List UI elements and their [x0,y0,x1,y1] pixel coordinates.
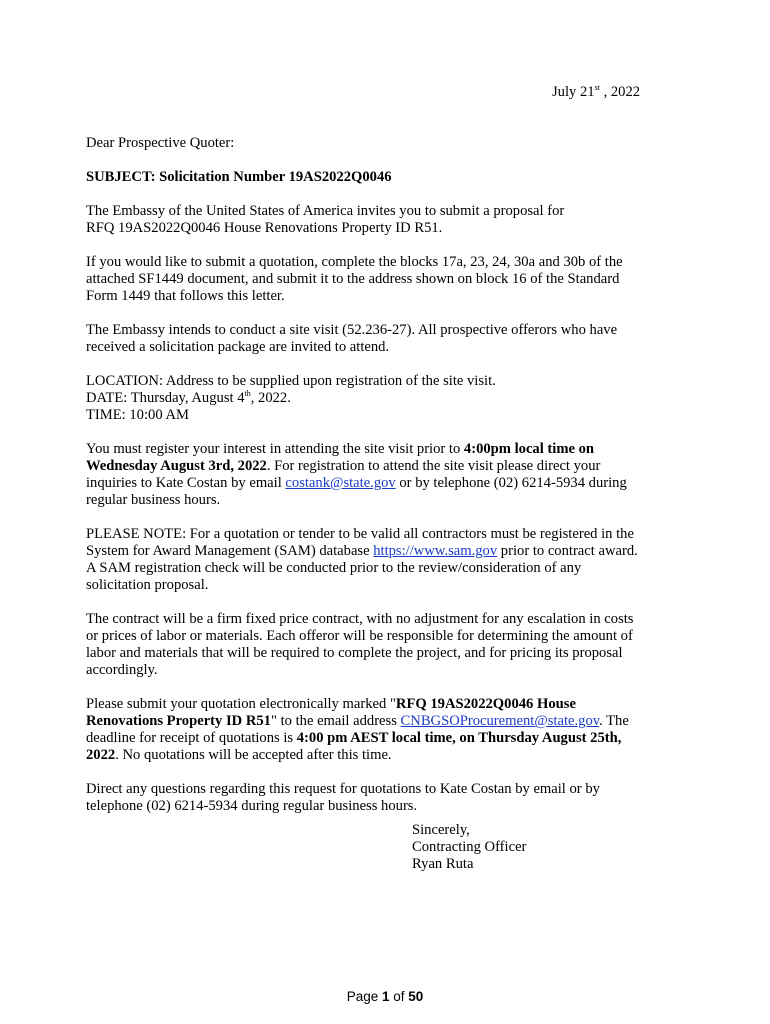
footer-page-word: Page [346,989,382,1004]
paragraph-submission-instructions [86,254,686,305]
paragraph-line [86,747,686,764]
paragraph-line: telephone (02) 6214-5934 during regular business hours. [86,798,418,814]
paragraph-line [86,713,686,730]
submission-text: Please submit your quotation electronically marked " [86,696,396,712]
letter-date [552,84,640,101]
letter-body [86,135,686,832]
paragraph-line: Form 1449 that follows this letter. [86,288,285,304]
paragraph-contract-terms [86,611,686,679]
sam-website-link[interactable]: https://www.sam.gov [373,543,498,559]
date-ordinal-suffix: st [594,83,600,92]
paragraph-line: accordingly. [86,662,158,678]
paragraph-line: If you would like to submit a quotation, complete the blocks 17a, 23, 24, 30a and 30b of the [86,254,623,270]
site-visit-details [86,373,686,424]
submission-text: deadline for receipt of quotations is [86,730,297,746]
paragraph-line: labor and materials that will be required to complete the project, and for pricing its proposal [86,645,623,661]
paragraph-line: RFQ 19AS2022Q0046 House Renovations Property ID R51. [86,220,443,236]
date-month-day: July 21 [552,84,595,100]
submission-text: . The [599,713,629,729]
email-link-procurement[interactable]: CNBGSOProcurement@state.gov [400,713,600,729]
submission-text: . No quotations will be accepted after this time. [115,747,392,763]
site-visit-location: LOCATION: Address to be supplied upon registration of the site visit. [86,373,496,389]
paragraph-questions [86,781,686,815]
paragraph-sam-note [86,526,686,594]
signature-title: Contracting Officer [412,839,527,855]
sam-text: prior to contract award. [497,543,638,559]
paragraph-submission-deadline [86,696,686,764]
paragraph-registration [86,441,686,509]
signature-closing: Sincerely, [412,822,470,838]
paragraph-line: A SAM registration check will be conducted prior to the review/consideration of any [86,560,582,576]
paragraph-line [86,730,686,747]
paragraph-line: received a solicitation package are invited to attend. [86,339,390,355]
deadline-bold: 4:00 pm AEST local time, on Thursday August 25th, [296,730,622,746]
paragraph-line [86,543,686,560]
registration-text: inquiries to Kate Costan by email [86,475,286,491]
subject-line [86,169,686,186]
subject-text: SUBJECT: Solicitation Number 19AS2022Q0046 [86,169,392,185]
paragraph-line: solicitation proposal. [86,577,209,593]
signature-block [412,822,526,873]
paragraph-line: The Embassy intends to conduct a site visit (52.236-27). All prospective offerors who have [86,322,618,338]
paragraph-line: regular business hours. [86,492,221,508]
paragraph-line: PLEASE NOTE: For a quotation or tender to be valid all contractors must be registered in the [86,526,634,542]
paragraph-line [86,696,686,713]
rfq-reference-bold: Renovations Property ID R51 [86,713,271,729]
paragraph-invitation [86,203,686,237]
footer-of-word: of [389,989,409,1004]
site-visit-date-text: DATE: Thursday, August 4 [86,390,245,406]
registration-text: or by telephone (02) 6214-5934 during [395,475,627,491]
page-footer [0,988,770,1005]
registration-text: You must register your interest in attending the site visit prior to [86,441,464,457]
site-visit-date [86,390,686,407]
paragraph-site-visit [86,322,686,356]
salutation: Dear Prospective Quoter: [86,135,235,151]
paragraph-line: The contract will be a firm fixed price contract, with no adjustment for any escalation in costs [86,611,634,627]
site-visit-time: TIME: 10:00 AM [86,407,189,423]
sam-text: System for Award Management (SAM) database [86,543,374,559]
deadline-year-bold: 2022 [86,747,116,763]
date-year: , 2022 [599,84,641,100]
paragraph-line [86,441,686,458]
email-link-costank[interactable]: costank@state.gov [285,475,396,491]
footer-page-number: 1 [381,989,390,1004]
paragraph-line [86,475,686,492]
paragraph-line: attached SF1449 document, and submit it to the address shown on block 16 of the Standard [86,271,620,287]
signature-name: Ryan Ruta [412,856,474,872]
paragraph-line [86,458,686,475]
paragraph-line: Direct any questions regarding this request for quotations to Kate Costan by email or by [86,781,600,797]
paragraph-line: or prices of labor or materials. Each offeror will be responsible for determining the amount of [86,628,633,644]
footer-total-pages: 50 [408,989,424,1004]
registration-deadline-bold: 4:00pm local time on [463,441,595,457]
submission-text: " to the email address [270,713,401,729]
site-visit-date-suffix: th [244,389,251,398]
registration-text: . For registration to attend the site visit please direct your [266,458,601,474]
site-visit-date-year: , 2022. [250,390,291,406]
registration-deadline-date: Wednesday August 3rd, 2022 [86,458,267,474]
paragraph-line: The Embassy of the United States of America invites you to submit a proposal for [86,203,565,219]
rfq-reference-bold: RFQ 19AS2022Q0046 House [395,696,576,712]
